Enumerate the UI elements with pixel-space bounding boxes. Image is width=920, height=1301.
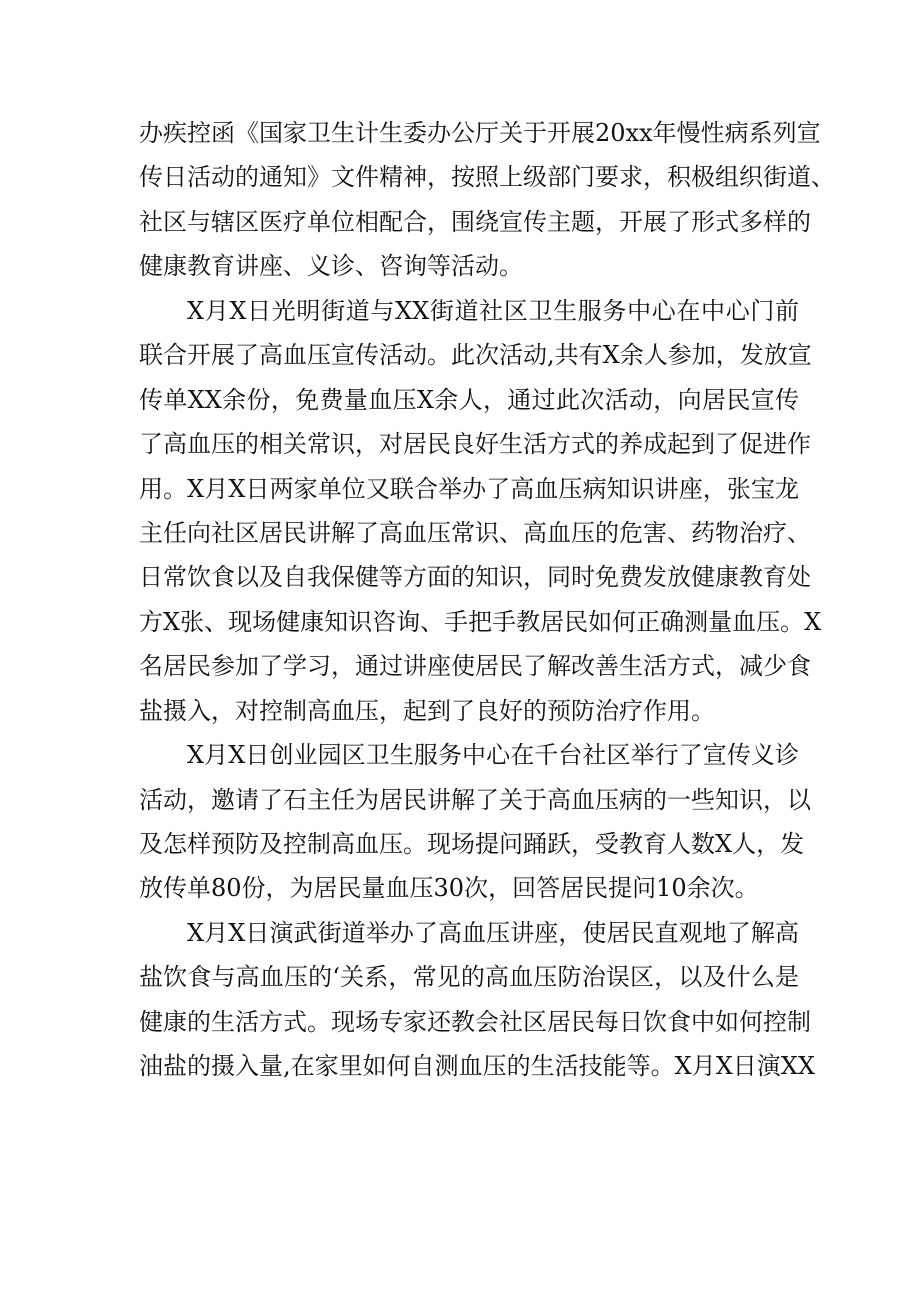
text-line: 活动，邀请了石主任为居民讲解了关于高血压病的一些知识，以 bbox=[139, 785, 811, 814]
paragraph bbox=[139, 911, 815, 1089]
text-line: 联合开展了高血压宣传活动。此次活动,共有X余人参加，发放宣 bbox=[139, 341, 812, 370]
text-line: 传单XX余份，免费量血压X余人，通过此次活动，向居民宣传 bbox=[139, 385, 799, 414]
text-line: 放传单80份，为居民量血压30次，回答居民提问10余次。 bbox=[139, 874, 759, 903]
document-body bbox=[139, 111, 835, 1089]
text-line: 名居民参加了学习，通过讲座使居民了解改善生活方式，减少食 bbox=[139, 652, 811, 681]
text-line: 了高血压的相关常识，对居民良好生活方式的养成起到了促进作 bbox=[139, 430, 811, 459]
text-line: 办疾控函《国家卫生计生委办公厅关于开展20xx年慢性病系列宣 bbox=[139, 119, 821, 147]
text-line: 传日活动的通知》文件精神，按照上级部门要求，积极组织街道、 bbox=[139, 163, 835, 192]
paragraph bbox=[139, 111, 835, 289]
text-line: 盐饮食与高血压的‘关系，常见的高血压防治误区，以及什么是 bbox=[139, 963, 799, 992]
text-line: 健康教育讲座、义诊、咨询等活动。 bbox=[139, 252, 523, 281]
text-line: 主任向社区居民讲解了高血压常识、高血压的危害、药物治疗、 bbox=[139, 518, 811, 547]
text-line: X月X日创业园区卫生服务中心在千台社区举行了宣传义诊 bbox=[187, 741, 799, 770]
paragraph bbox=[139, 289, 822, 733]
text-line: 盐摄入，对控制高血压，起到了良好的预防治疗作用。 bbox=[139, 696, 715, 725]
text-line: X月X日演武街道举办了高血压讲座，使居民直观地了解高 bbox=[187, 918, 799, 947]
text-line: 健康的生活方式。现场专家还教会社区居民每日饮食中如何控制 bbox=[139, 1007, 811, 1036]
text-line: 油盐的摄入量,在家里如何自测血压的生活技能等。X月X日演XX bbox=[139, 1052, 815, 1081]
paragraph bbox=[139, 733, 811, 911]
text-line: 用。X月X日两家单位又联合举办了高血压病知识讲座，张宝龙 bbox=[139, 474, 799, 503]
text-line: 方X张、现场健康知识咨询、手把手教居民如何正确测量血压。X bbox=[139, 607, 822, 636]
text-line: 日常饮食以及自我保健等方面的知识，同时免费发放健康教育处 bbox=[139, 563, 811, 592]
text-line: 及怎样预防及控制高血压。现场提问踊跃，受教育人数X人，发 bbox=[139, 830, 805, 858]
text-line: 社区与辖区医疗单位相配合，围绕宣传主题，开展了形式多样的 bbox=[139, 207, 811, 236]
text-line: X月X日光明街道与XX街道社区卫生服务中心在中心门前 bbox=[187, 296, 799, 325]
